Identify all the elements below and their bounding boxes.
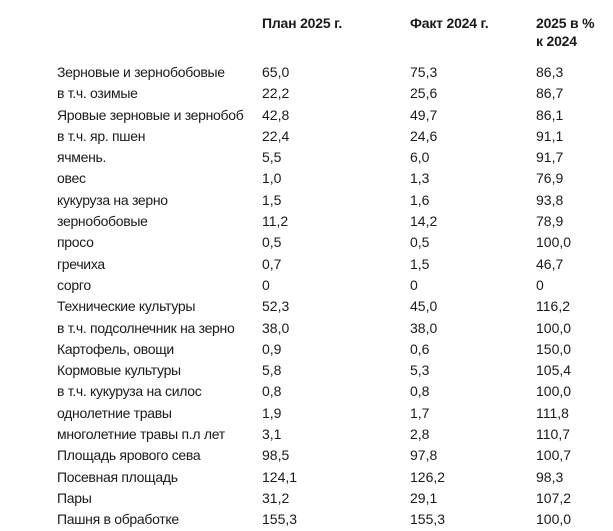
cell-percent: 91,7 — [536, 149, 564, 166]
cell-plan: 1,0 — [262, 170, 282, 187]
cell-fact: 0,6 — [410, 340, 430, 357]
row-label: Технические культуры — [57, 298, 196, 315]
cell-percent: 100,0 — [536, 319, 572, 336]
cell-percent: 46,7 — [536, 255, 564, 272]
row-label: кукуруза на зерно — [57, 191, 168, 208]
row-label: Площадь ярового сева — [57, 447, 201, 464]
table-row — [0, 211, 613, 232]
cell-fact: 38,0 — [410, 319, 438, 336]
table-body — [0, 62, 613, 531]
cell-percent: 116,2 — [536, 298, 570, 315]
cell-fact: 29,1 — [410, 489, 438, 506]
cell-plan: 31,2 — [262, 489, 290, 506]
cell-fact: 97,8 — [410, 447, 438, 464]
cell-fact: 1,7 — [410, 404, 430, 421]
cell-plan: 3,1 — [262, 426, 282, 443]
header-plan-2025: План 2025 г. — [262, 15, 343, 31]
table-row — [0, 339, 613, 360]
cell-percent: 86,1 — [536, 106, 564, 123]
cell-plan: 42,8 — [262, 106, 290, 123]
row-label: просо — [57, 234, 94, 251]
table-row — [0, 254, 613, 275]
cell-percent: 86,7 — [536, 85, 564, 102]
table-row — [0, 126, 613, 147]
cell-percent: 78,9 — [536, 213, 564, 230]
cell-fact: 6,0 — [410, 149, 430, 166]
cell-plan: 5,5 — [262, 149, 282, 166]
table-row — [0, 403, 613, 424]
cell-fact: 126,2 — [410, 468, 446, 485]
cell-plan: 155,3 — [262, 511, 298, 528]
table-row — [0, 147, 613, 168]
cell-percent: 91,1 — [536, 127, 564, 144]
cell-fact: 24,6 — [410, 127, 438, 144]
cell-percent: 93,8 — [536, 191, 564, 208]
cell-plan: 65,0 — [262, 64, 290, 80]
cell-percent: 76,9 — [536, 170, 564, 187]
table-row — [0, 381, 613, 402]
table-row — [0, 509, 613, 530]
cell-plan: 22,2 — [262, 85, 290, 102]
table-row — [0, 488, 613, 509]
table-row — [0, 445, 613, 466]
row-label: в т.ч. яр. пшен — [57, 127, 146, 144]
table-row — [0, 360, 613, 381]
cell-fact: 0 — [410, 276, 418, 293]
table-row — [0, 190, 613, 211]
cell-percent: 111,8 — [536, 404, 569, 421]
cell-plan: 11,2 — [262, 213, 289, 230]
table-row — [0, 318, 613, 339]
cell-plan: 52,3 — [262, 298, 290, 315]
cell-percent: 86,3 — [536, 64, 564, 80]
cell-fact: 25,6 — [410, 85, 438, 102]
cell-plan: 1,9 — [262, 404, 282, 421]
cell-percent: 98,3 — [536, 468, 564, 485]
cell-fact: 155,3 — [410, 511, 446, 528]
cell-plan: 124,1 — [262, 468, 298, 485]
cell-percent: 100,0 — [536, 383, 572, 400]
cell-percent: 105,4 — [536, 362, 572, 379]
row-label: однолетние травы — [57, 404, 172, 421]
cell-plan: 0,7 — [262, 255, 282, 272]
cell-plan: 98,5 — [262, 447, 290, 464]
header-fact-2024: Факт 2024 г. — [410, 15, 489, 31]
cell-fact: 1,3 — [410, 170, 430, 187]
row-label: в т.ч. подсолнечник на зерно — [57, 319, 235, 336]
table-row — [0, 275, 613, 296]
row-label: Яровые зерновые и зернобоб — [57, 106, 244, 123]
cell-plan: 38,0 — [262, 319, 290, 336]
table-row — [0, 83, 613, 104]
row-label: Посевная площадь — [57, 468, 178, 485]
cell-plan: 22,4 — [262, 127, 290, 144]
cell-percent: 150,0 — [536, 340, 572, 357]
row-label: в т.ч. кукуруза на силос — [57, 383, 202, 400]
table-row — [0, 296, 613, 317]
cell-plan: 5,8 — [262, 362, 282, 379]
table-row — [0, 467, 613, 488]
cell-percent: 107,2 — [536, 489, 572, 506]
table-row — [0, 168, 613, 189]
row-label: в т.ч. озимые — [57, 85, 138, 102]
cell-fact: 1,6 — [410, 191, 430, 208]
row-label: многолетние травы п.л лет — [57, 426, 225, 443]
header-percent — [536, 14, 612, 50]
row-label: гречиха — [57, 255, 105, 272]
cell-plan: 0 — [262, 276, 270, 293]
table-row — [0, 232, 613, 253]
table-row — [0, 62, 613, 83]
row-label: зернобобовые — [57, 213, 148, 230]
row-label: Кормовые культуры — [57, 362, 181, 379]
cell-fact: 0,5 — [410, 234, 430, 251]
row-label: ячмень. — [57, 149, 107, 166]
cell-percent: 0 — [536, 276, 544, 293]
cell-plan: 0,9 — [262, 340, 282, 357]
cell-fact: 2,8 — [410, 426, 430, 443]
cell-fact: 0,8 — [410, 383, 430, 400]
cell-percent: 100,7 — [536, 447, 572, 464]
row-label: овес — [57, 170, 86, 187]
row-label: сорго — [57, 276, 91, 293]
cell-percent: 100,0 — [536, 234, 572, 251]
cell-fact: 5,3 — [410, 362, 430, 379]
row-label: Пары — [57, 489, 92, 506]
row-label: Зерновые и зернобобовые — [57, 64, 225, 80]
cell-percent: 110,7 — [536, 426, 570, 443]
row-label: Картофель, овощи — [57, 340, 174, 357]
header-percent-line2: к 2024 — [536, 33, 577, 49]
cell-plan: 1,5 — [262, 191, 282, 208]
cell-fact: 75,3 — [410, 64, 438, 80]
cell-fact: 1,5 — [410, 255, 430, 272]
cell-fact: 14,2 — [410, 213, 438, 230]
cell-fact: 49,7 — [410, 106, 438, 123]
table-row — [0, 105, 613, 126]
row-label: Пашня в обработке — [57, 511, 179, 528]
cell-percent: 100,0 — [536, 511, 572, 528]
cell-plan: 0,8 — [262, 383, 282, 400]
cell-fact: 45,0 — [410, 298, 438, 315]
cell-plan: 0,5 — [262, 234, 282, 251]
table-row — [0, 424, 613, 445]
header-percent-line1: 2025 в % — [536, 15, 595, 31]
